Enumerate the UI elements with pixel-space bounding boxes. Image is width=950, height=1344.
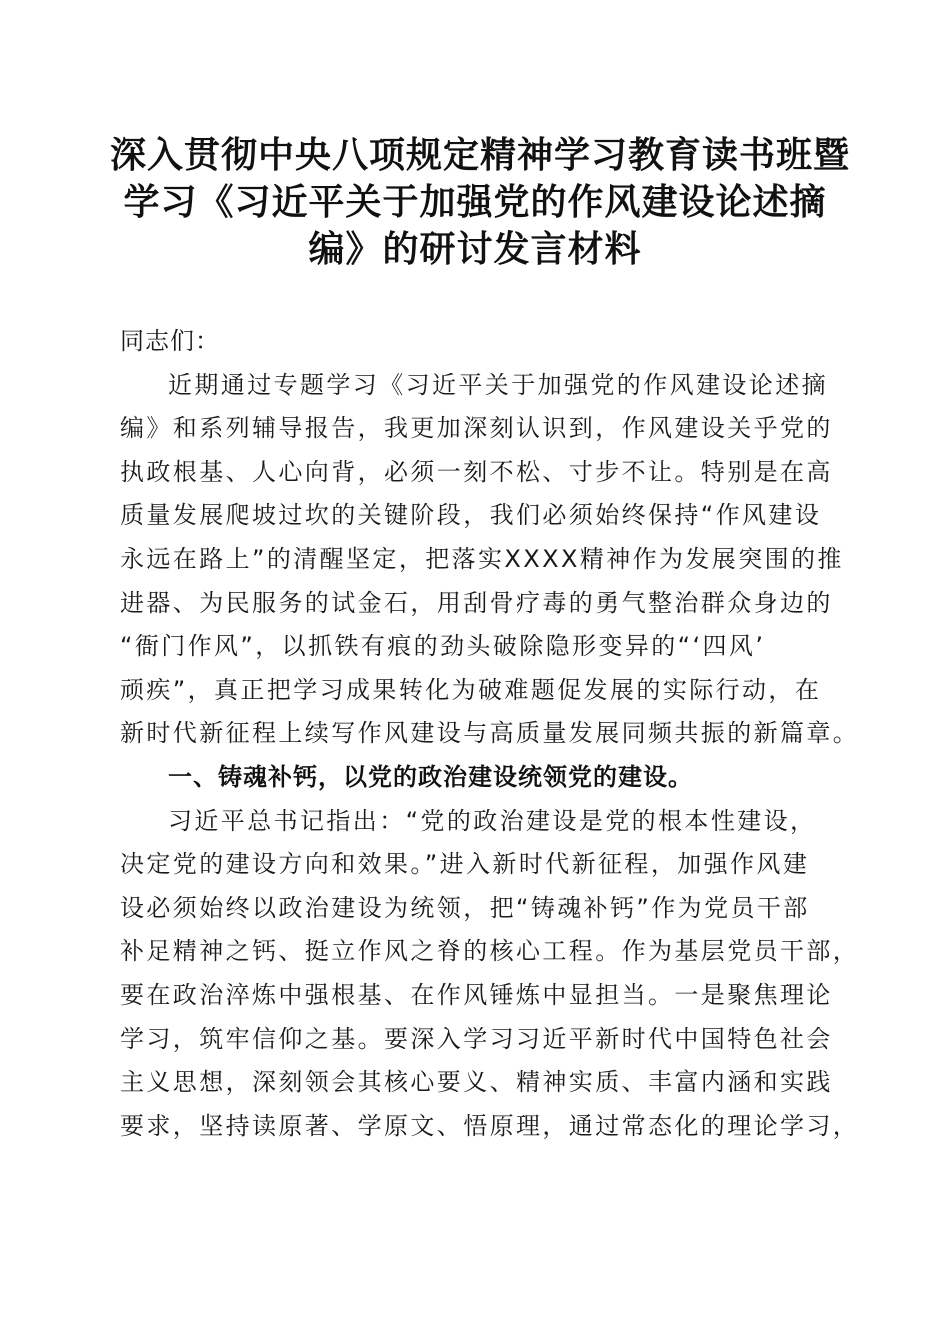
paragraph-line: 新时代新征程上续写作风建设与高质量发展同频共振的新篇章。 <box>120 719 860 748</box>
document-title <box>110 132 851 273</box>
paragraph-line: 学习，筑牢信仰之基。要深入学习习近平新时代中国特色社会 <box>120 1024 833 1053</box>
paragraph-section1 <box>120 800 860 1149</box>
paragraph-line: 永远在路上”的清醒坚定，把落实XXXX精神作为发展突围的推 <box>120 544 844 573</box>
paragraph-line: 主义思想，深刻领会其核心要义、精神实质、丰富内涵和实践 <box>120 1068 833 1097</box>
paragraph-line: 近期通过专题学习《习近平关于加强党的作风建设论述摘 <box>168 370 828 399</box>
paragraph-line: 要在政治淬炼中强根基、在作风锤炼中显担当。一是聚焦理论 <box>120 980 833 1009</box>
paragraph-line: 顽疾”，真正把学习成果转化为破难题促发展的实际行动，在 <box>120 675 822 704</box>
title-line: 学习《习近平关于加强党的作风建设论述摘 <box>123 181 827 223</box>
paragraph-line: 设必须始终以政治建设为统领，把“铸魂补钙”作为党员干部 <box>120 893 810 922</box>
paragraph-line: 决定党的建设方向和效果。”进入新时代新征程，加强作风建 <box>120 850 810 879</box>
paragraph-intro <box>120 364 860 756</box>
paragraph-line: 编》和系列辅导报告，我更加深刻认识到，作风建设关乎党的 <box>120 414 833 443</box>
title-line: 编》的研讨发言材料 <box>308 228 642 270</box>
document-body <box>120 320 860 1148</box>
section-heading: 一、铸魂补钙，以党的政治建设统领党的建设。 <box>168 762 693 791</box>
paragraph-line: 执政根基、人心向背，必须一刻不松、寸步不让。特别是在高 <box>120 457 833 486</box>
paragraph-line: 进器、为民服务的试金石，用刮骨疗毒的勇气整治群众身边的 <box>120 588 833 617</box>
title-line: 深入贯彻中央八项规定精神学习教育读书班暨 <box>110 134 851 176</box>
paragraph-line: “衙门作风”，以抓铁有痕的劲头破除隐形变异的“‘四风’ <box>120 632 766 661</box>
greeting: 同志们： <box>120 327 220 355</box>
paragraph-line: 习近平总书记指出：“党的政治建设是党的根本性建设， <box>168 806 817 835</box>
paragraph-line: 要求，坚持读原著、学原文、悟原理，通过常态化的理论学习， <box>120 1111 860 1140</box>
paragraph-line: 补足精神之钙、挺立作风之脊的核心工程。作为基层党员干部， <box>120 937 860 966</box>
paragraph-line: 质量发展爬坡过坎的关键阶段，我们必须始终保持“作风建设 <box>120 501 822 530</box>
